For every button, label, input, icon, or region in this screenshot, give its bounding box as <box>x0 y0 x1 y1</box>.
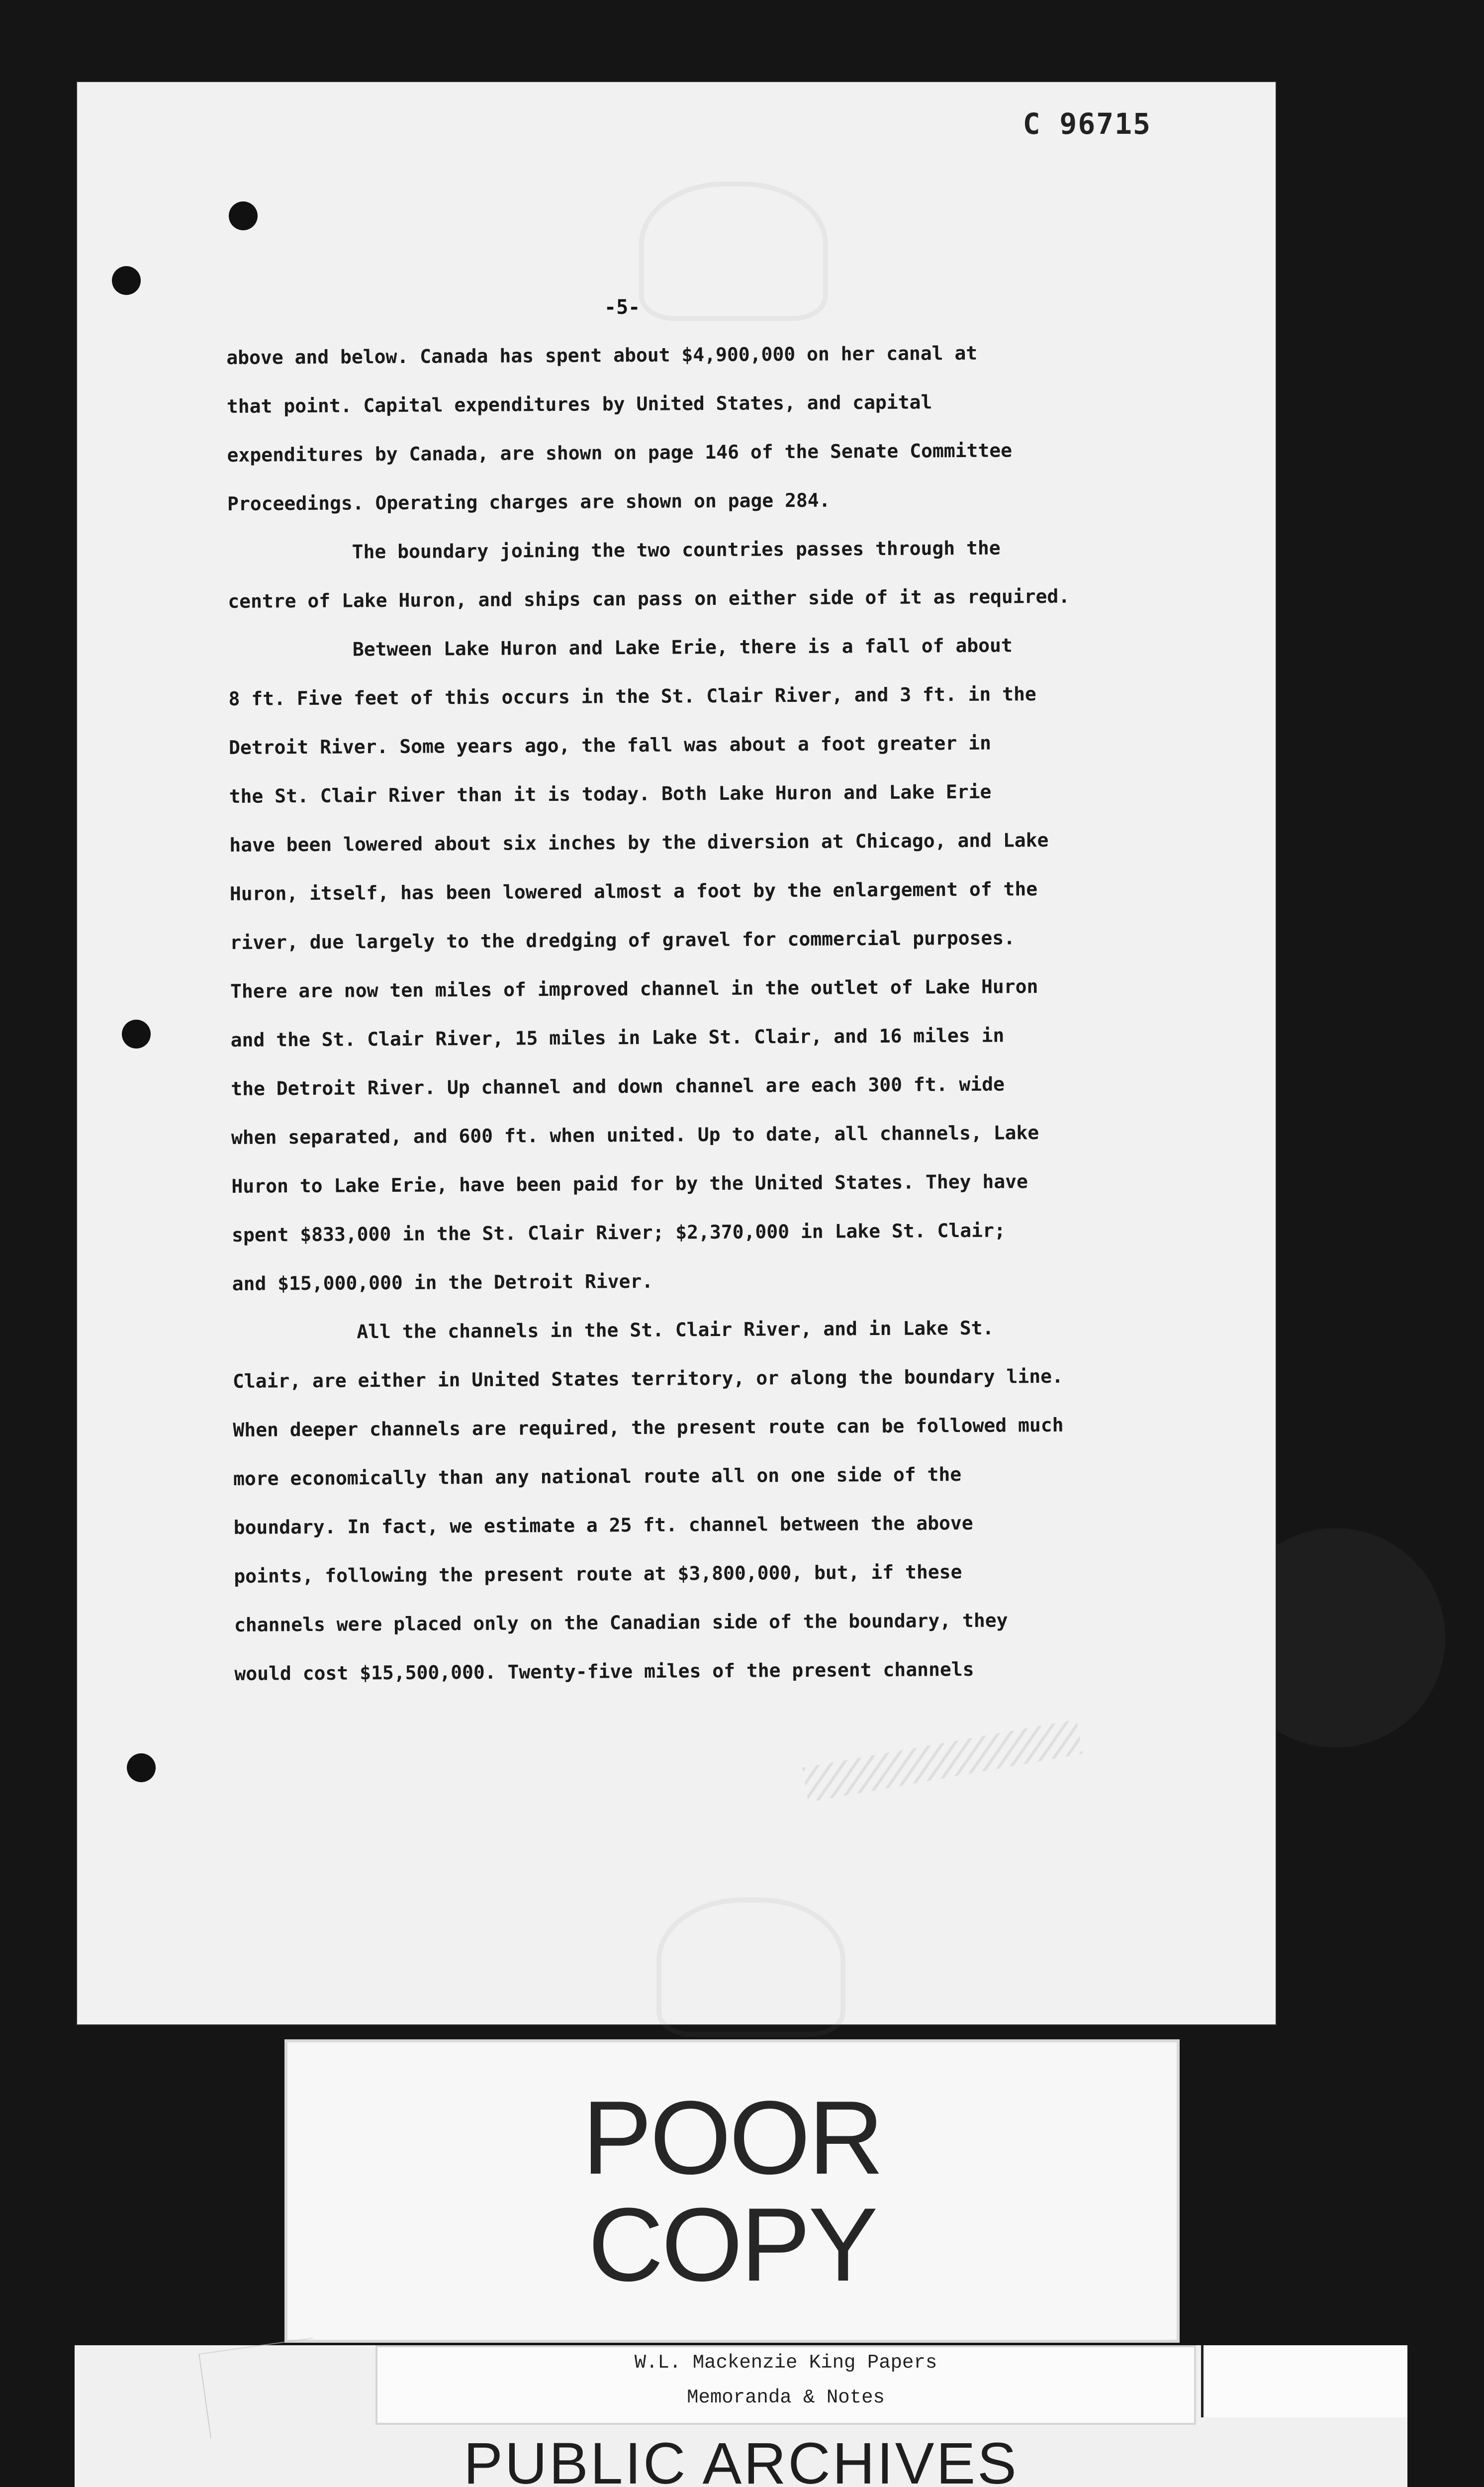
text-line: river, due largely to the dredging of gravel for commercial purposes. <box>230 927 1016 954</box>
text-line: spent $833,000 in the St. Clair River; $2,370,000 in Lake St. Clair; <box>231 1219 1006 1246</box>
paper-watermark <box>639 182 828 321</box>
collection-label <box>375 2345 1196 2425</box>
text-line: points, following the present route at $3,800,000, but, if these <box>234 1561 962 1587</box>
punch-hole <box>112 266 141 295</box>
text-line: boundary. In fact, we estimate a 25 ft. channel between the above <box>233 1512 973 1538</box>
poor-copy-stamp <box>284 2039 1180 2343</box>
text-line: All the channels in the St. Clair River, and in Lake St. <box>357 1317 994 1343</box>
text-line: channels were placed only on the Canadian side of the boundary, they <box>234 1609 1008 1636</box>
poor-copy-line-2: COPY <box>588 2186 876 2303</box>
text-line: When deeper channels are required, the present route can be followed much <box>233 1414 1064 1441</box>
text-line: the Detroit River. Up channel and down channel are each 300 ft. wide <box>231 1073 1005 1100</box>
punch-hole <box>127 1753 156 1782</box>
scan-scratch <box>198 2338 325 2439</box>
text-line: Detroit River. Some years ago, the fall was about a foot greater in <box>228 732 992 759</box>
text-line: that point. Capital expenditures by United States, and capital <box>226 391 932 417</box>
poor-copy-line-1: POOR <box>582 2079 882 2196</box>
text-line: Between Lake Huron and Lake Erie, there is a fall of about <box>352 634 1013 661</box>
text-line: and $15,000,000 in the Detroit River. <box>232 1270 653 1295</box>
paper-watermark-band <box>802 1720 1083 1802</box>
text-line: would cost $15,500,000. Twenty-five miles of the present channels <box>234 1658 974 1685</box>
archive-label-panel <box>75 2345 1407 2487</box>
text-line: There are now ten miles of improved channel in the outlet of Lake Huron <box>230 975 1038 1002</box>
text-line: above and below. Canada has spent about $4,900,000 on her canal at <box>226 342 978 369</box>
punch-hole <box>229 201 258 230</box>
series-name: Memoranda & Notes <box>687 2387 885 2408</box>
text-line: expenditures by Canada, are shown on page 146 of the Senate Committee <box>227 439 1013 466</box>
text-line: 8 ft. Five feet of this occurs in the St. Clair River, and 3 ft. in the <box>228 683 1036 710</box>
text-line: and the St. Clair River, 15 miles in Lake St. Clair, and 16 miles in <box>230 1024 1005 1051</box>
collection-name: W.L. Mackenzie King Papers <box>634 2352 937 2374</box>
text-line: The boundary joining the two countries passes through the <box>352 537 1001 563</box>
document-reference-number: C 96715 <box>1022 107 1151 141</box>
text-line: the St. Clair River than it is today. Both Lake Huron and Lake Erie <box>229 780 992 807</box>
page-number: -5- <box>604 296 641 319</box>
text-line: Huron to Lake Erie, have been paid for by the United States. They have <box>231 1170 1028 1197</box>
text-line: centre of Lake Huron, and ships can pass on either side of it as required. <box>228 585 1070 612</box>
punch-hole <box>122 1020 151 1049</box>
memorandum-body <box>226 327 1209 1698</box>
paper-watermark <box>656 1898 845 2037</box>
text-line: when separated, and 600 ft. when united. Up to date, all channels, Lake <box>231 1122 1039 1148</box>
text-line: have been lowered about six inches by the diversion at Chicago, and Lake <box>229 829 1049 856</box>
label-tab <box>1201 2345 1407 2417</box>
document-page <box>77 82 1276 2024</box>
text-line: Clair, are either in United States territory, or along the boundary line. <box>232 1365 1064 1392</box>
text-line: more economically than any national route all on one side of the <box>233 1463 962 1490</box>
text-line: Proceedings. Operating charges are shown on page 284. <box>227 489 831 515</box>
archive-heading-english: PUBLIC ARCHIVES <box>464 2431 1019 2487</box>
text-line: Huron, itself, has been lowered almost a foot by the enlargement of the <box>229 878 1038 905</box>
